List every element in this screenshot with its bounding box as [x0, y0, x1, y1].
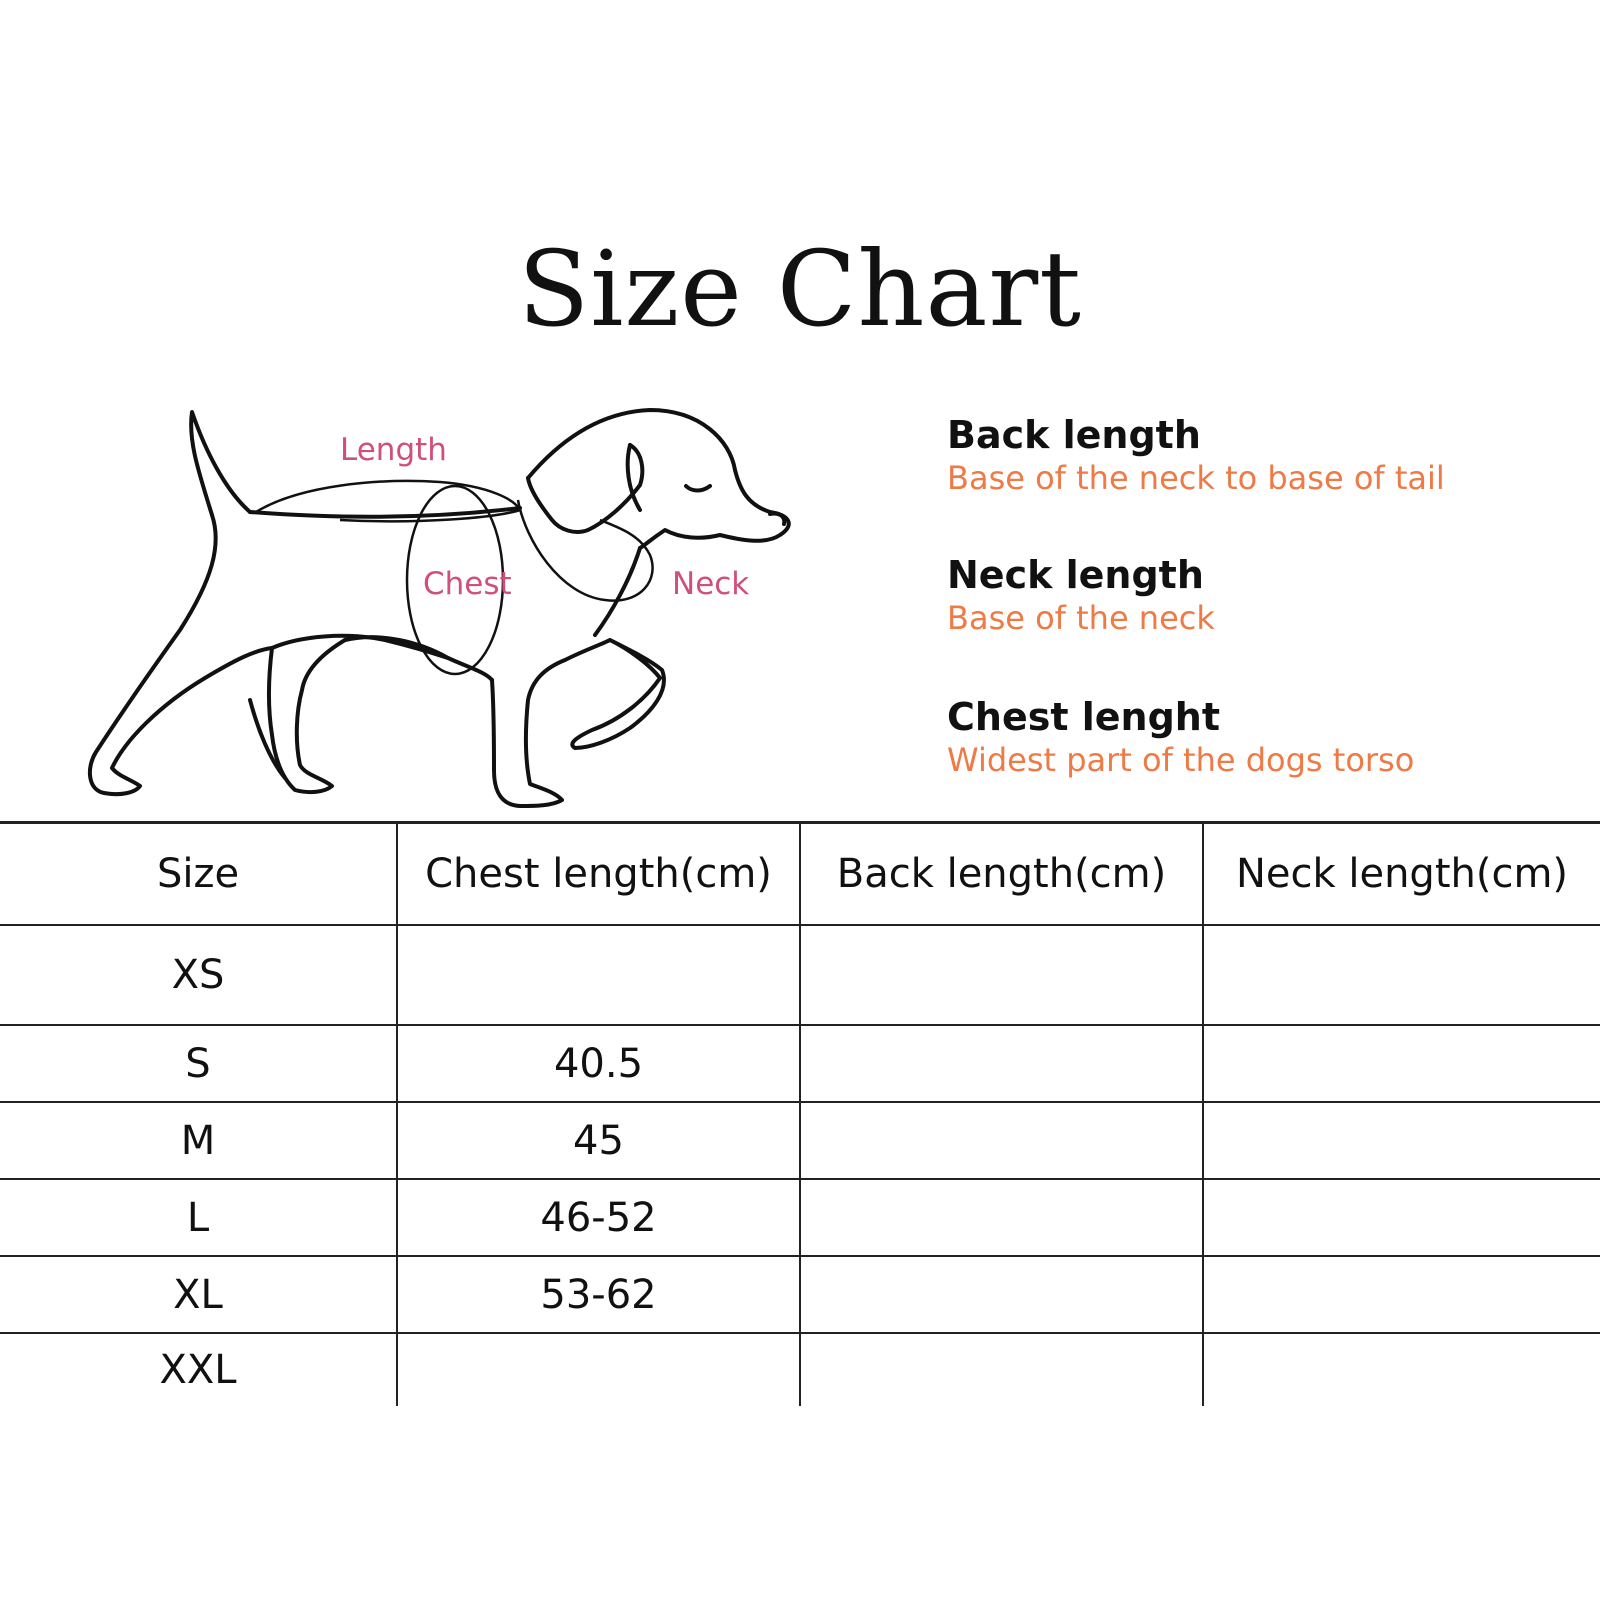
neck-cell	[1203, 1256, 1600, 1333]
chest-label: Chest	[423, 566, 512, 602]
neck-cell	[1203, 1333, 1600, 1406]
size-cell: S	[0, 1025, 397, 1102]
table-row	[0, 925, 1600, 1025]
table-header-row	[0, 823, 1600, 926]
back-cell	[800, 925, 1203, 1025]
table-row	[0, 1179, 1600, 1256]
legend-title: Back length	[947, 413, 1201, 457]
header-chest-length: Chest length(cm)	[397, 823, 800, 926]
chest-cell	[397, 925, 800, 1025]
neck-cell	[1203, 925, 1600, 1025]
back-cell	[800, 1102, 1203, 1179]
dog-outline	[90, 410, 789, 806]
size-table	[0, 821, 1600, 1406]
legend-chest-length	[947, 694, 1414, 780]
back-cell	[800, 1179, 1203, 1256]
back-cell	[800, 1025, 1203, 1102]
chest-cell: 40.5	[397, 1025, 800, 1102]
legend-title: Chest lenght	[947, 695, 1220, 739]
neck-cell	[1203, 1179, 1600, 1256]
neck-cell	[1203, 1025, 1600, 1102]
header-size: Size	[0, 823, 397, 926]
neck-label: Neck	[672, 566, 750, 602]
size-cell: XS	[0, 925, 397, 1025]
size-cell: L	[0, 1179, 397, 1256]
header-back-length: Back length(cm)	[800, 823, 1203, 926]
table-row	[0, 1256, 1600, 1333]
legend-neck-length	[947, 552, 1215, 638]
back-cell	[800, 1256, 1203, 1333]
back-cell	[800, 1333, 1203, 1406]
length-label: Length	[340, 432, 447, 468]
legend-title: Neck length	[947, 553, 1204, 597]
size-cell: M	[0, 1102, 397, 1179]
chest-cell: 53-62	[397, 1256, 800, 1333]
table-row	[0, 1102, 1600, 1179]
legend-desc: Base of the neck to base of tail	[947, 459, 1445, 497]
size-cell: XXL	[159, 1347, 237, 1393]
table-row	[0, 1025, 1600, 1102]
chest-cell: 46-52	[397, 1179, 800, 1256]
size-cell: XL	[0, 1256, 397, 1333]
legend-back-length	[947, 412, 1445, 498]
page-title: Size Chart	[518, 228, 1082, 350]
legend-desc: Base of the neck	[947, 599, 1215, 637]
legend-desc: Widest part of the dogs torso	[947, 741, 1415, 779]
chest-cell: 45	[397, 1102, 800, 1179]
table-row	[0, 1333, 1600, 1406]
neck-cell	[1203, 1102, 1600, 1179]
chest-cell	[397, 1333, 800, 1406]
header-neck-length: Neck length(cm)	[1203, 823, 1600, 926]
